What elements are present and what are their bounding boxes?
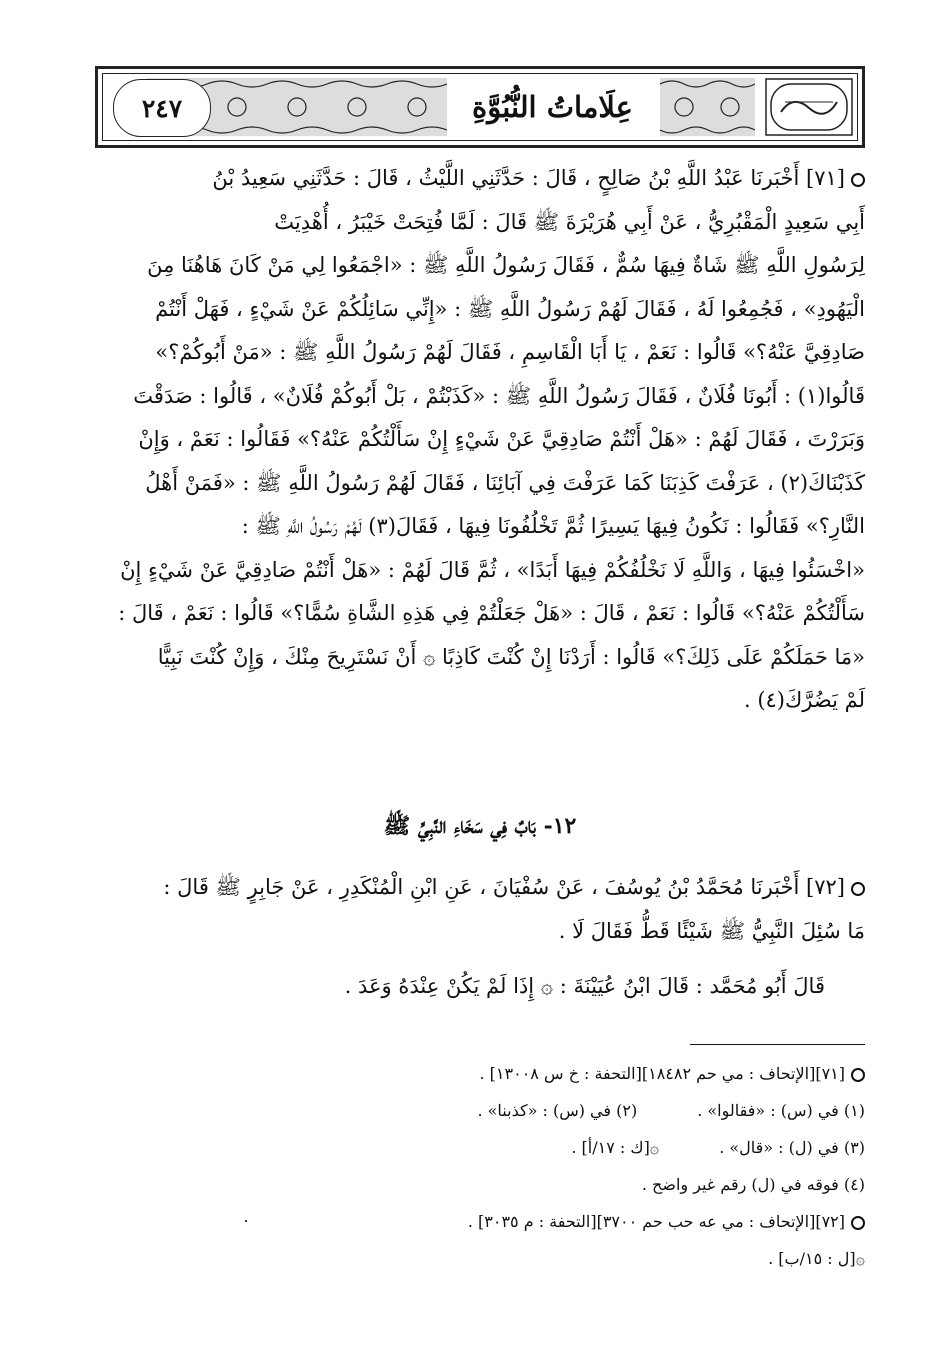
text-line: كَذَبْنَاكَ(٢) ، عَرَفْتَ كَذِبَنَا كَمَا عَرَفْتَ فِي آبَائِنَا ، فَقَالَ لَهُمْ رَسُولُ اللَّهِ ﷺ : «فَمَنْ أَهْلُ xyxy=(145,470,865,495)
footnotes xyxy=(95,1055,865,1277)
hadith-marker-icon xyxy=(851,882,865,896)
text-line: «اخْسَئُوا فِيهَا ، وَاللَّهِ لَا نَخْلُفُكُمْ فِيهَا أَبَدًا» ، ثُمَّ قَالَ لَهُمْ : «هَلْ أَنْتُمْ صَادِقِيَّ عَنْ شَيْءٍ إِنْ xyxy=(120,557,865,582)
footnote-3: (٣) في (ل) : «قال» . xyxy=(719,1138,865,1157)
text-line: لِرَسُولِ اللَّهِ ﷺ شَاةٌ فِيهَا سُمٌّ ، فَقَالَ رَسُولُ اللَّهِ ﷺ : «اجْمَعُوا لِي مَنْ كَانَ هَاهُنَا مِنَ xyxy=(147,253,865,277)
footnote-source-71: [٧١][الإتحاف : مي حم ١٨٤٨٢][التحفة : خ س ١٣٠٠٨] . xyxy=(95,1055,865,1092)
hadith-72-text xyxy=(95,866,865,953)
abu-muhammad-comment: قَالَ أَبُو مُحَمَّد : قَالَ ابْنُ عُيَيْنَةَ : ۞ إِذَا لَمْ يَكُنْ عِنْدَهُ وَعَدَ . xyxy=(344,974,825,998)
footnote-4: (٤) فوقه في (ل) رقم غير واضح . xyxy=(641,1175,865,1194)
text-line: [٧١] أَخْبَرنَا عَبْدُ اللَّهِ بْنُ صَالِحٍ ، قَالَ : حَدَّثَنِي اللَّيْثُ ، قَالَ : حَدَّثَنِي سَعِيدُ بْنُ xyxy=(95,157,865,201)
text-line: مَا سُئِلَ النَّبِيُّ ﷺ شَيْئًا قَطُّ فَقَالَ لَا . xyxy=(558,918,865,943)
footnote-3b: ۞[ك : ١٧/أ] . xyxy=(571,1138,660,1157)
page-header xyxy=(95,66,865,148)
hadith-marker-icon xyxy=(851,173,865,187)
footnote-source-72: [٧٢][الإتحاف : مي عه حب حم ٣٧٠٠][التحفة : م ٣٠٣٥] . xyxy=(95,1203,865,1240)
footnote-2: (٢) في (س) : «كذبنا» . xyxy=(477,1101,638,1120)
footnote-1: (١) في (س) : «فقالوا» . xyxy=(697,1101,865,1120)
text-line: صَادِقِيَّ عَنْهُ؟» قَالُوا : نَعَمْ ، يَا أَبَا الْقَاسِمِ ، فَقَالَ لَهُمْ رَسُولُ اللَّهِ ﷺ : «مَنْ أَبُوكُمْ؟» xyxy=(155,340,865,364)
footnote-divider xyxy=(690,1044,865,1045)
hadith-marker-icon xyxy=(851,1216,865,1230)
running-title: عِلَاماتُ النُّبُوَّةِ xyxy=(472,90,633,124)
text-line: لَمْ يَضُرَّكَ(٤) . xyxy=(743,688,865,712)
text-line: أَبِي سَعِيدٍ الْمَقْبُرِيُّ ، عَنْ أَبِي هُرَيْرَةَ ﷺ قَالَ : لَمَّا فُتِحَتْ خَيْبَرُ ، أُهْدِيَتْ xyxy=(274,209,865,234)
chapter-heading: ١٢- بَابٌ فِي سَخَاءِ النَّبِيِّ ﷺ xyxy=(383,813,577,839)
footnote-row xyxy=(95,1092,865,1129)
text-line: «مَا حَمَلَكُمْ عَلَى ذَلِكَ؟» قَالُوا : أَرَدْنَا إِنْ كُنْتَ كَاذِبًا ۞ أَنْ نَسْتَرِيحَ مِنْكَ ، وَإِنْ كُنْتَ نَبِيًّا xyxy=(157,644,865,669)
page-number: ٢٤٧ xyxy=(113,79,211,137)
text-line: النَّارِ؟» فَقَالُوا : نَكُونُ فِيهَا يَسِيرًا ثُمَّ تَخْلُفُونَا فِيهَا ، فَقَالَ(٣) لَهُمْ رَسُولُ اللَّهِ ﷺ : xyxy=(241,514,865,538)
footnote-row xyxy=(95,1129,865,1166)
footnote-5: ۞[ل : ١٥/ب] . xyxy=(768,1249,865,1268)
text-line: سَأَلْتُكُمْ عَنْهُ؟» قَالُوا : نَعَمْ ، قَالَ : «هَلْ جَعَلْتُمْ فِي هَذِهِ الشَّاةِ سُمًّا؟» قَالُوا : نَعَمْ ، قَالَ : xyxy=(118,601,865,625)
scan-speck xyxy=(245,1220,247,1222)
text-line: الْيَهُودِ» ، فَجُمِعُوا لَهُ ، فَقَالَ لَهُمْ رَسُولُ اللَّهِ ﷺ : «إِنِّي سَائِلُكُمْ عَنْ شَيْءٍ ، فَهَلْ أَنْتُمْ xyxy=(155,296,865,321)
text-line: قَالُوا(١) : أَبُونَا فُلَانٌ ، فَقَالَ رَسُولُ اللَّهِ ﷺ : «كَذَبْتُمْ ، بَلْ أَبُوكُمْ فُلَانٌ» ، قَالُوا : صَدَقْتَ xyxy=(133,383,865,408)
text-line: [٧٢] أَخْبَرنَا مُحَمَّدُ بْنُ يُوسُفَ ، عَنْ سُفْيَانَ ، عَنِ ابْنِ الْمُنْكَدِرِ ، عَنْ جَابِرٍ ﷺ قَالَ : xyxy=(95,866,865,910)
hadith-marker-icon xyxy=(851,1068,865,1082)
hadith-71-text xyxy=(95,157,865,723)
text-line: وَبَرَرْتَ ، فَقَالَ لَهُمْ : «هَلْ أَنْتُمْ صَادِقِيَّ عَنْ شَيْءٍ إِنْ سَأَلْتُكُمْ عَنْهُ؟» فَقَالُوا : نَعَمْ ، وَإِنْ xyxy=(138,427,865,451)
publisher-logo-icon xyxy=(765,78,853,136)
header-right-ornament xyxy=(660,78,755,136)
